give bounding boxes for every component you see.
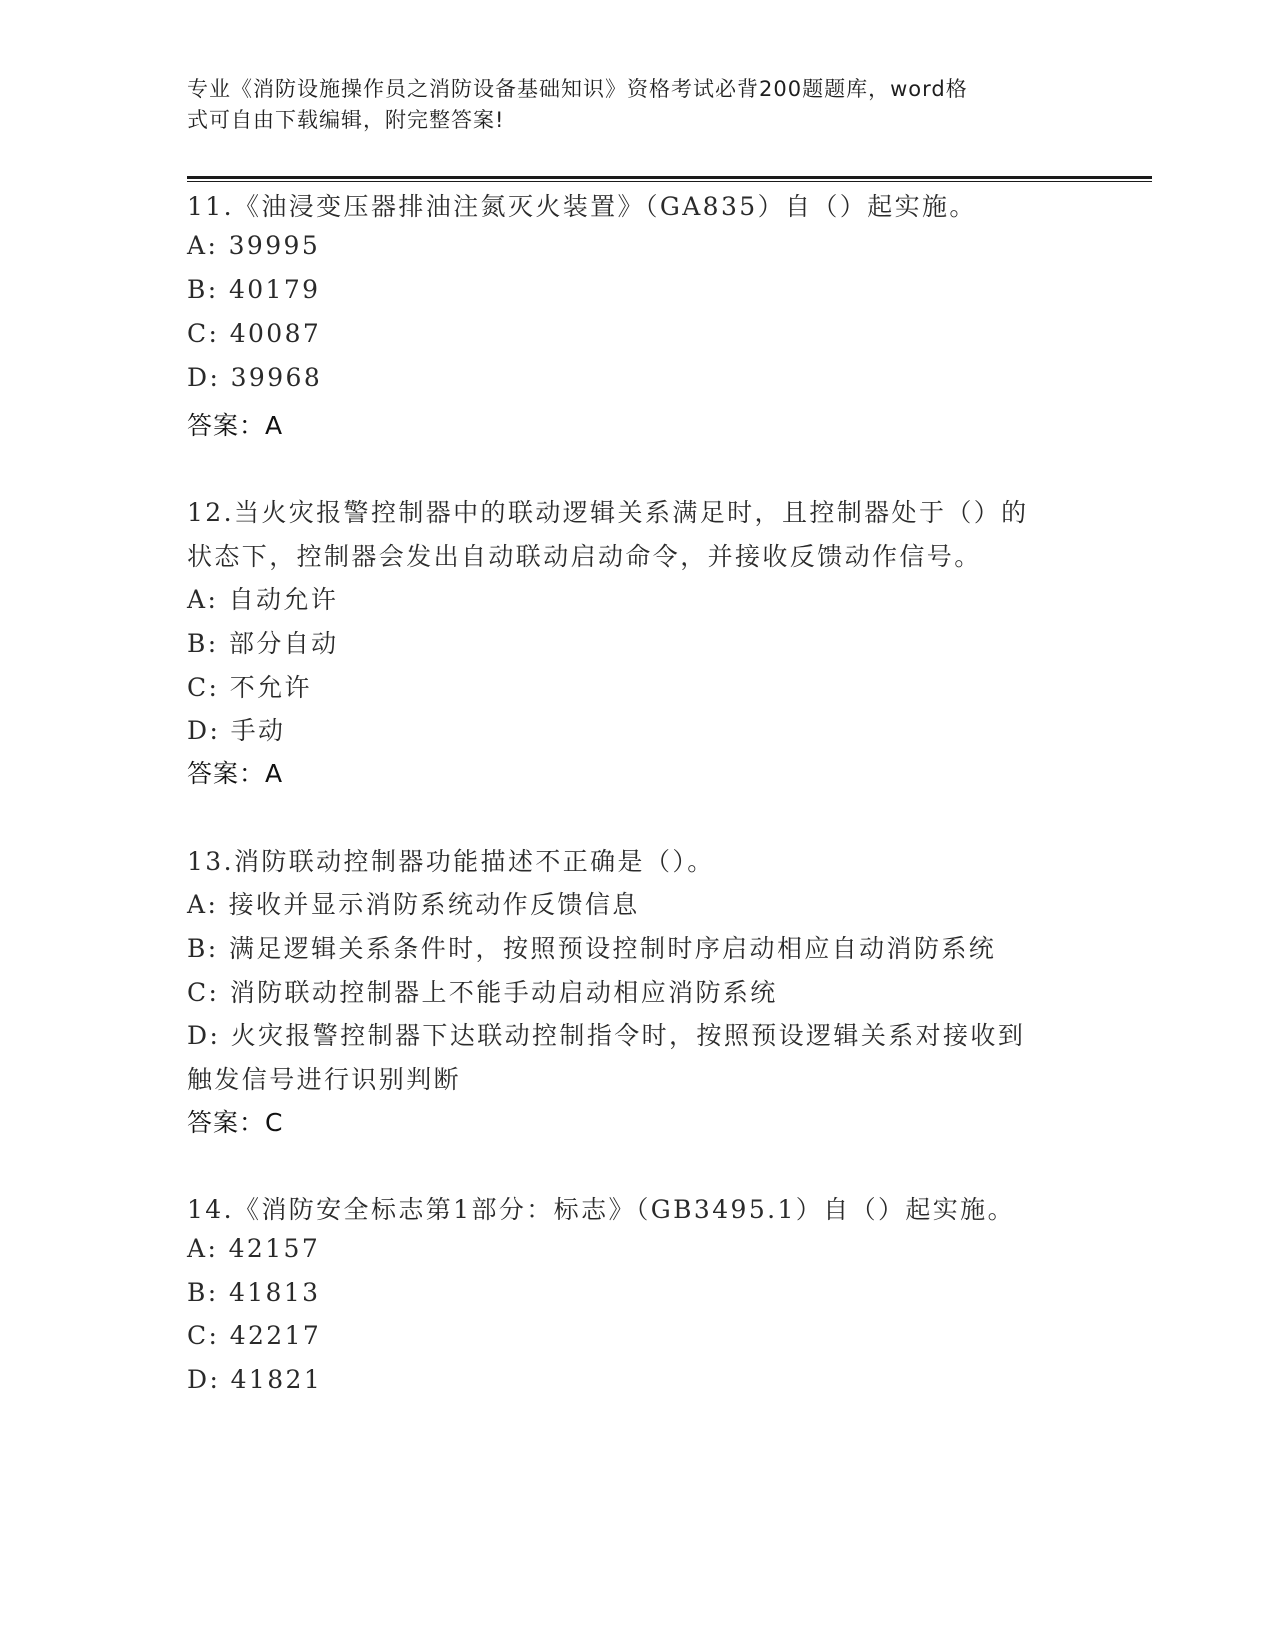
question-12-answer: 答案：A: [187, 759, 284, 788]
question-11-option-d: D: 39968: [187, 363, 323, 392]
header-line-1: 专业《消防设施操作员之消防设备基础知识》资格考试必背200题题库，word格: [187, 77, 968, 101]
document-header: [187, 74, 1067, 136]
question-13-option-b: B: 满足逻辑关系条件时，按照预设控制时序启动相应自动消防系统: [187, 934, 997, 963]
header-line-2: 式可自由下载编辑，附完整答案!: [187, 108, 505, 132]
question-14-option-d: D: 41821: [187, 1365, 323, 1394]
question-12-option-a: A: 自动允许: [187, 585, 339, 614]
question-11-option-a: A: 39995: [187, 231, 321, 260]
question-14-option-c: C: 42217: [187, 1321, 322, 1350]
header-divider-thin: [187, 181, 1152, 182]
question-11-option-b: B: 40179: [187, 275, 321, 304]
question-12-option-b: B: 部分自动: [187, 629, 339, 658]
question-13-option-d-line-1: D: 火灾报警控制器下达联动控制指令时，按照预设逻辑关系对接收到: [187, 1021, 1026, 1050]
question-13-option-a: A: 接收并显示消防系统动作反馈信息: [187, 890, 640, 919]
question-13-stem: 13.消防联动控制器功能描述不正确是（）。: [187, 847, 715, 876]
question-13-answer: 答案：C: [187, 1108, 284, 1137]
question-13-option-c: C: 消防联动控制器上不能手动启动相应消防系统: [187, 978, 778, 1007]
question-11-answer: 答案：A: [187, 411, 284, 440]
question-12-option-d: D: 手动: [187, 716, 286, 745]
question-12-stem-line-2: 状态下，控制器会发出自动联动启动命令，并接收反馈动作信号。: [187, 542, 982, 571]
question-11-stem: 11.《油浸变压器排油注氮灭火装置》（GA835）自（）起实施。: [187, 192, 977, 221]
question-14-stem: 14.《消防安全标志第1部分：标志》（GB3495.1）自（）起实施。: [187, 1195, 1015, 1224]
question-12-option-c: C: 不允许: [187, 673, 312, 702]
question-12-stem-line-1: 12.当火灾报警控制器中的联动逻辑关系满足时，且控制器处于（）的: [187, 498, 1029, 527]
header-divider-thick: [187, 176, 1152, 179]
question-14-option-b: B: 41813: [187, 1278, 321, 1307]
question-13-option-d-line-2: 触发信号进行识别判断: [187, 1065, 462, 1094]
question-14-option-a: A: 42157: [187, 1234, 321, 1263]
question-11-option-c: C: 40087: [187, 319, 322, 348]
